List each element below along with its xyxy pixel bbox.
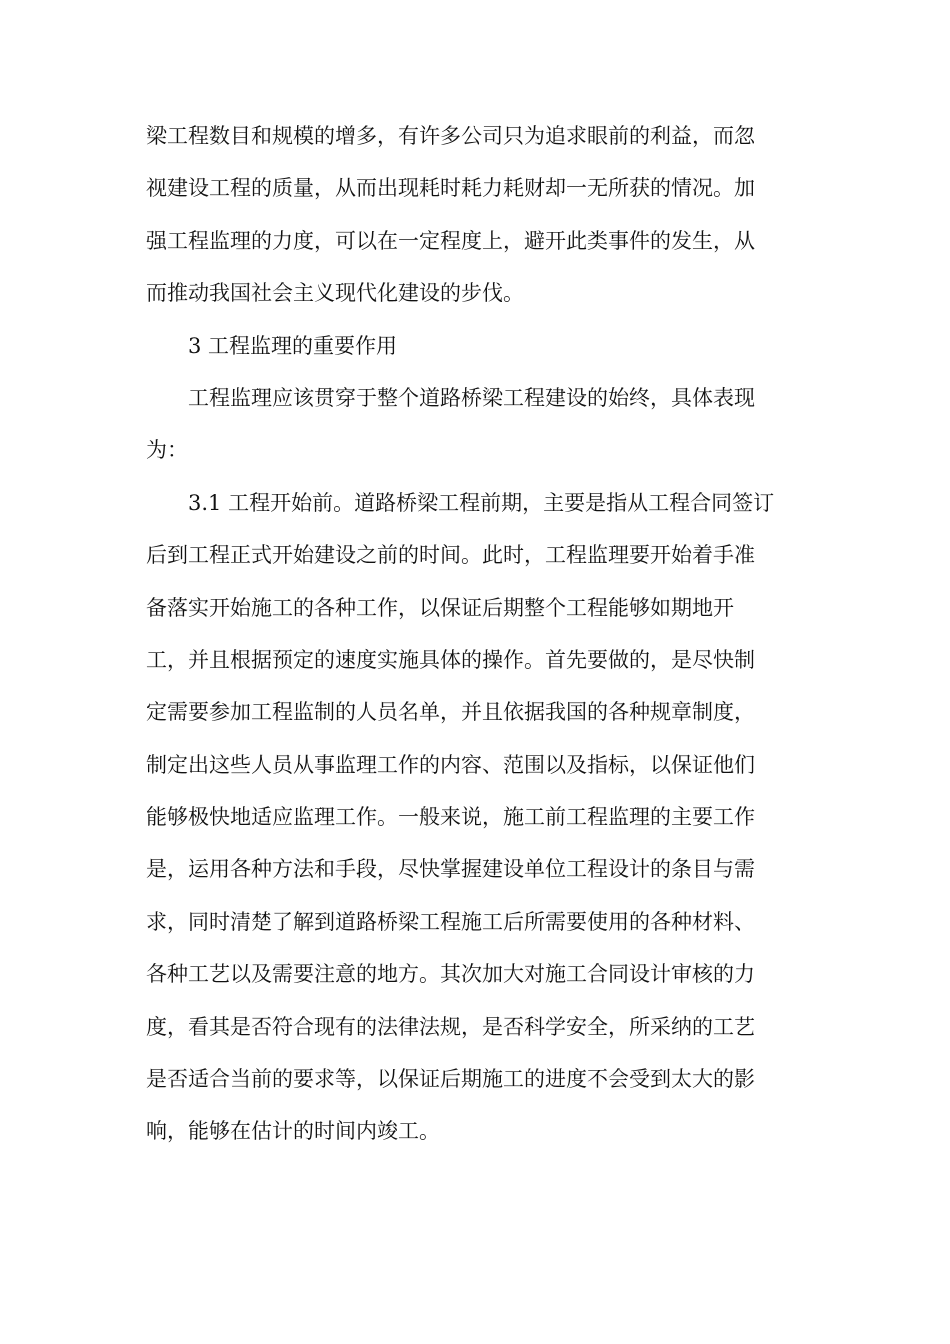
text-line: 各种工艺以及需要注意的地方。其次加大对施工合同设计审核的力 [146,962,755,987]
text-line: 工，并且根据预定的速度实施具体的操作。首先要做的，是尽快制 [146,647,755,672]
text-line: 工程监理应该贯穿于整个道路桥梁工程建设的始终，具体表现 [188,385,755,410]
text-line: 是，运用各种方法和手段，尽快掌握建设单位工程设计的条目与需 [146,857,755,882]
subsection-line: 3.1 工程开始前。道路桥梁工程前期，主要是指从工程合同签订 [188,490,775,515]
text-line: 能够极快地适应监理工作。一般来说，施工前工程监理的主要工作 [146,805,755,830]
text-line: 后到工程正式开始建设之前的时间。此时，工程监理要开始着手准 [146,543,755,568]
section-heading: 3 工程监理的重要作用 [188,333,398,358]
text-line: 是否适合当前的要求等，以保证后期施工的进度不会受到太大的影 [146,1067,755,1092]
text-line: 强工程监理的力度，可以在一定程度上，避开此类事件的发生，从 [146,228,755,253]
text-line: 度，看其是否符合现有的法律法规，是否科学安全，所采纳的工艺 [146,1014,755,1039]
text-line: 而推动我国社会主义现代化建设的步伐。 [146,281,524,306]
text-line: 求，同时清楚了解到道路桥梁工程施工后所需要使用的各种材料、 [146,909,755,934]
text-line: 备落实开始施工的各种工作，以保证后期整个工程能够如期地开 [146,595,734,620]
text-line: 梁工程数目和规模的增多，有许多公司只为追求眼前的利益，而忽 [146,124,755,148]
text-line: 视建设工程的质量，从而出现耗时耗力耗财却一无所获的情况。加 [146,176,755,201]
text-line: 制定出这些人员从事监理工作的内容、范围以及指标，以保证他们 [146,752,755,777]
body-text [146,110,806,1158]
text-line: 定需要参加工程监制的人员名单，并且依据我国的各种规章制度， [146,700,755,725]
text-line: 响，能够在估计的时间内竣工。 [146,1119,440,1144]
text-line: 为： [146,438,188,463]
